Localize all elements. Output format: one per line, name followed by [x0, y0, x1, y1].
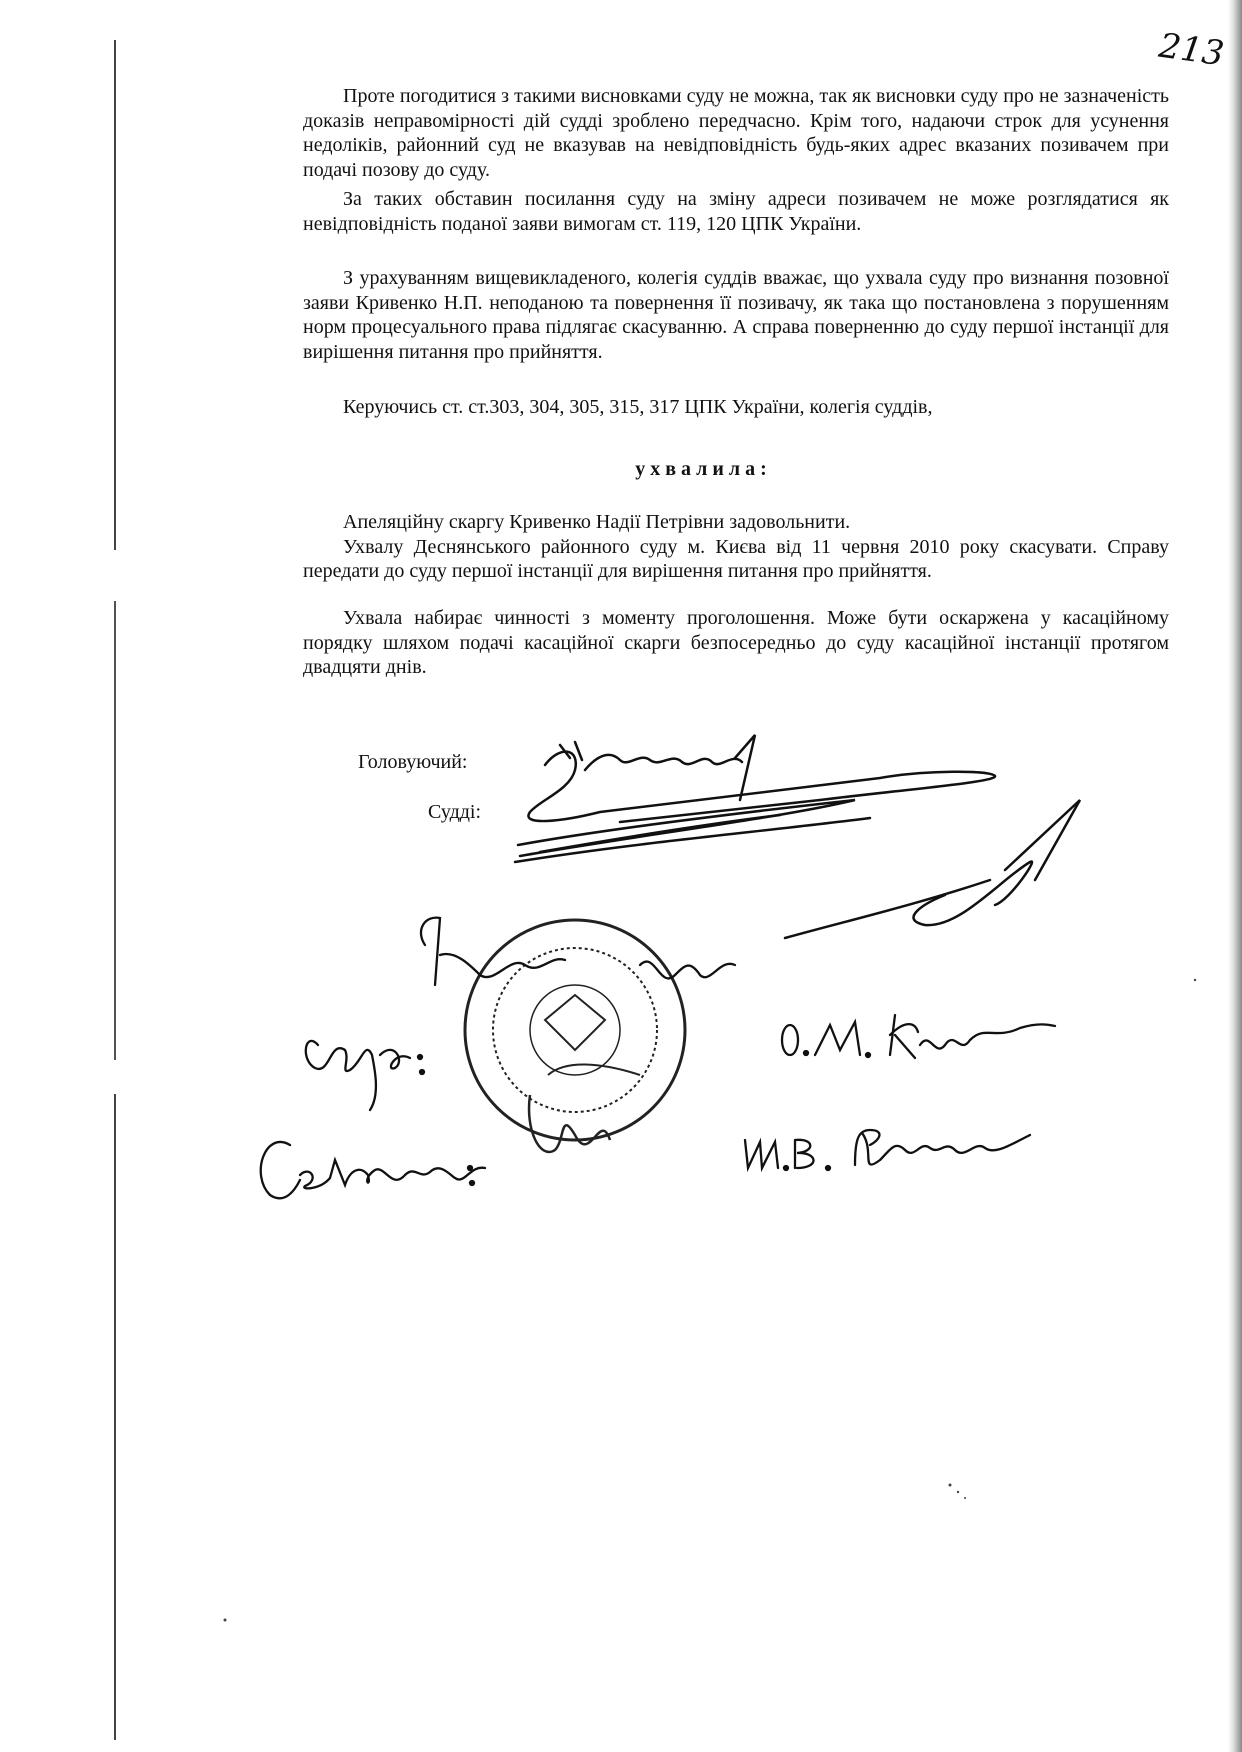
presiding-signature: [528, 735, 995, 822]
handwritten-secretary-label: [261, 1142, 485, 1198]
handwritten-judge-label: [306, 1041, 424, 1110]
paragraph-5a-text: Апеляційну скаргу Кривенко Надії Петрівни задовольнити.: [343, 511, 851, 533]
handwritten-copy-certification: [421, 918, 735, 985]
judge-2-signature: [785, 800, 1080, 938]
judges-signature: [515, 800, 870, 862]
handwritten-judge-name: [782, 1015, 1055, 1058]
paragraph-2-text: За таких обставин посилання суду на зміну адреси позивачем не може розглядатися як невідповідність поданої заяви вимогам ст. 119, 120 ЦПК України.: [303, 188, 1169, 235]
paragraph-6-text: Ухвала набирає чинності з моменту проголошення. Може бути оскаржена у касаційному порядку шляхом подачі касаційної скарги безпосередньо до суду касаційної інстанції протягом двадцяти днів.: [303, 607, 1169, 679]
paragraph-5b-text: Ухвалу Деснянського районного суду м. Києва від 11 червня 2010 року скасувати. Справу передати до суду першої інстанції для вирішення питання про прийняття.: [303, 535, 1169, 583]
paragraph-4-text: Керуючись ст. ст.303, 304, 305, 315, 317 ЦПК України, колегія суддів,: [343, 396, 933, 418]
paragraph-3-text: З урахуванням вищевикладеного, колегія суддів вважає, що ухвала суду про визнання позовної заяви Кривенко Н.П. неподаною та повернення її позивачу, як така що постановлена з порушенням норм процесуального права підлягає скасуванню. А справа поверненню до суду першої інстанції для вирішення питання про прийняття.: [303, 267, 1169, 363]
scan-specks: [224, 979, 1197, 1622]
resolved-heading: ухвалила:: [635, 458, 772, 480]
judges-label: Судді:: [428, 801, 482, 823]
page-number: 213: [1156, 25, 1227, 75]
court-stamp: [465, 920, 685, 1152]
paragraph-1-text: Проте погодитися з такими висновками суду не можна, так як висновки суду про не зазначеність доказів неправомірності дій судді зроблено передчасно. Крім того, надаючи строк для усунення недоліків, районний суд не вказував на невідповідність будь-яких адрес вказаних позивачем при подачі позову до суду.: [303, 85, 1169, 181]
handwritten-secretary-name: [745, 1130, 1030, 1170]
presiding-label: Головуючий:: [358, 751, 468, 773]
